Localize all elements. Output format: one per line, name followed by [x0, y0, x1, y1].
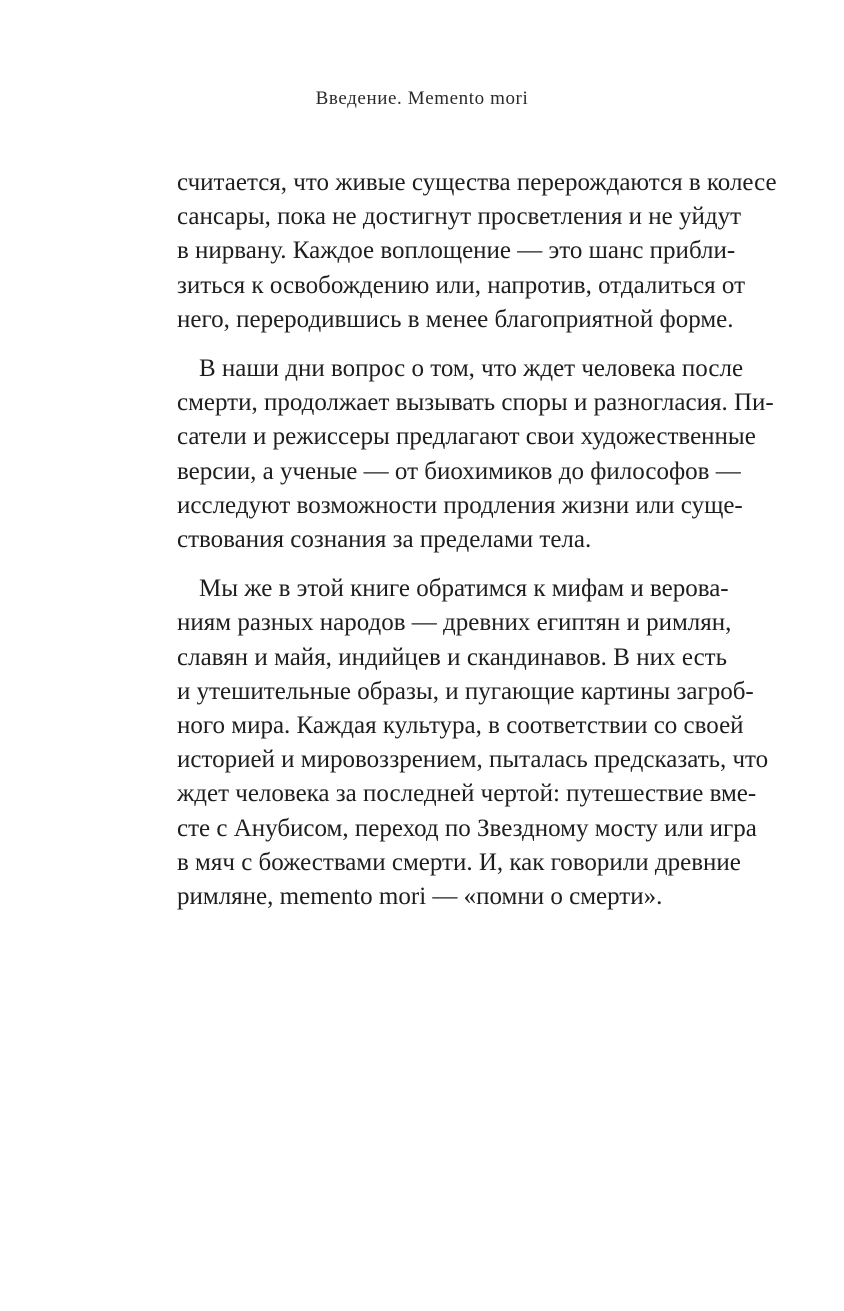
text-line: [177, 572, 727, 606]
text-line: в нирвану. Каждое воплощение — это шанс прибли-: [177, 237, 736, 265]
text-line: сансары, пока не достигнут просветления и не уйдут: [177, 203, 742, 231]
paragraph-2: [177, 352, 774, 557]
body-text: [177, 166, 777, 929]
text-line: сатели и режиссеры предлагают свои художественные: [177, 423, 756, 451]
text-line: сте с Анубисом, переход по Звездному мосту или игра: [177, 814, 757, 842]
text-line: ждет человека за последней чертой: путешествие вме-: [177, 780, 757, 808]
text-line: ствования сознания за пределами тела.: [177, 526, 592, 554]
text-line: смерти, продолжает вызывать споры и разногласия. Пи-: [177, 389, 774, 417]
running-head: Введение. Memento mori: [315, 88, 529, 109]
text-line: в мяч с божествами смерти. И, как говорили древние: [177, 848, 741, 876]
paragraph-3: [177, 572, 769, 914]
text-line: историей и мировоззрением, пыталась предсказать, что: [177, 746, 769, 774]
text-line: считается, что живые существа перерождаются в колесе: [177, 169, 777, 196]
text-line: исследуют возможности продления жизни или суще-: [177, 491, 743, 519]
text-line: него, переродившись в менее благоприятной форме.: [177, 305, 734, 333]
text-line: зиться к освобождению или, напротив, отдалиться от: [177, 271, 746, 299]
text-line: ниям разных народов — древних египтян и римлян,: [177, 609, 732, 637]
text-line-content: Мы же в этой книге обратимся к мифам и верова-: [199, 575, 729, 603]
text-line: ного мира. Каждая культура, в соответствии со своей: [177, 712, 744, 740]
text-line: римляне, memento mori — «помни о смерти».: [177, 883, 663, 911]
text-line: версии, а ученые — от биохимиков до философов —: [177, 457, 741, 485]
text-line: [177, 352, 744, 386]
text-line-content: В наши дни вопрос о том, что ждет человека после: [199, 355, 744, 383]
text-line: славян и майя, индийцев и скандинавов. В них есть: [177, 643, 727, 671]
text-line: и утешительные образы, и пугающие картины загроб-: [177, 677, 754, 705]
paragraph-1: [177, 166, 777, 337]
